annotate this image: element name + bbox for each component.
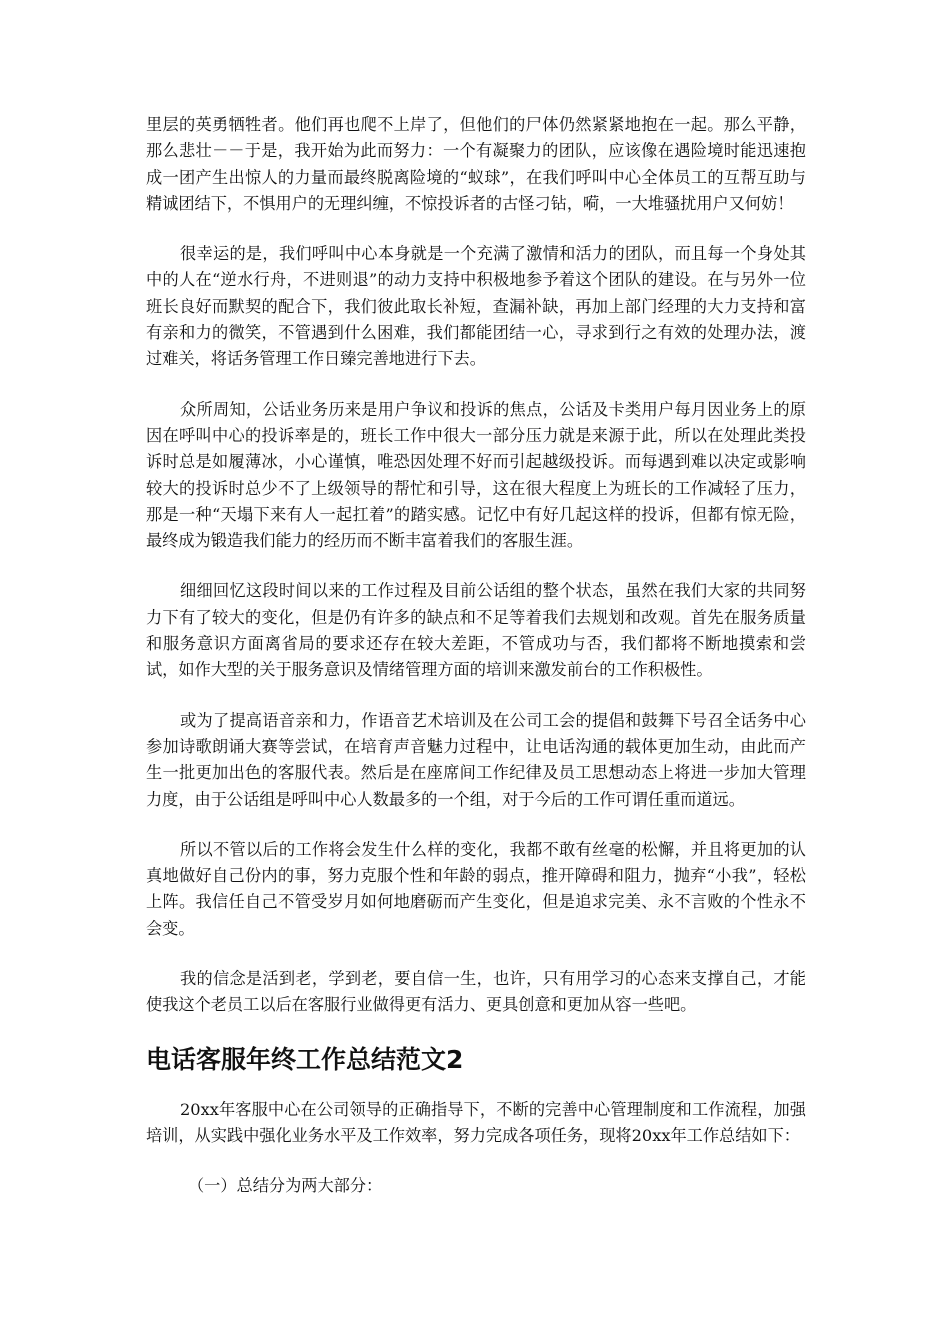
paragraph-3: 众所周知，公话业务历来是用户争议和投诉的焦点，公话及卡类用户每月因业务上的原因在呼叫中心的投诉率是的，班长工作中很大一部分压力就是来源于此，所以在处理此类投诉时总是如履薄冰，小心谨慎，唯恐因处理不好而引起越级投诉。而每遇到难以决定或影响较大的投诉时总少不了上级领导的帮忙和引导，这在很大程度上为班长的工作减轻了压力，那是一种“天塌下来有人一起扛着”的踏实感。记忆中有好几起这样的投诉，但都有惊无险，最终成为锻造我们能力的经历而不断丰富着我们的客服生涯。 (146, 399, 806, 551)
section-heading: 电话客服年终工作总结范文2 (146, 1044, 464, 1074)
paragraph-6: 所以不管以后的工作将会发生什么样的变化，我都不敢有丝毫的松懈，并且将更加的认真地做好自己份内的事，努力克服个性和年龄的弱点，推开障碍和阻力，抛弃“小我”，轻松上阵。我信任自己不管受岁月如何地磨砺而产生变化，但是追求完美、永不言败的个性永不会变。 (146, 839, 806, 938)
paragraph-7: 我的信念是活到老，学到老，要自信一生，也许，只有用学习的心态来支撑自己，才能使我这个老员工以后在客服行业做得更有活力、更具创意和更加从容一些吧。 (146, 969, 806, 1015)
paragraph-2: 很幸运的是，我们呼叫中心本身就是一个充满了激情和活力的团队，而且每一个身处其中的人在“逆水行舟，不进则退”的动力支持中积极地参予着这个团队的建设。在与另外一位班长良好而默契的配合下，我们彼此取长补短，查漏补缺，再加上部门经理的大力支持和富有亲和力的微笑，不管遇到什么困难，我们都能团结一心，寻求到行之有效的处理办法，渡过难关，将话务管理工作日臻完善地进行下去。 (146, 244, 806, 369)
paragraph-4: 细细回忆这段时间以来的工作过程及目前公话组的整个状态，虽然在我们大家的共同努力下有了较大的变化，但是仍有许多的缺点和不足等着我们去规划和改观。首先在服务质量和服务意识方面离省局的要求还存在较大差距，不管成功与否，我们都将不断地摸索和尝试，如作大型的关于服务意识及情绪管理方面的培训来激发前台的工作积极性。 (146, 581, 806, 680)
subheading: （一）总结分为两大部分： (188, 1176, 383, 1196)
document-body (146, 112, 806, 1200)
paragraph-intro: 20xx年客服中心在公司领导的正确指导下，不断的完善中心管理制度和工作流程，加强培训，从实践中强化业务水平及工作效率，努力完成各项任务，现将20xx年工作总结如下： (146, 1099, 806, 1145)
paragraph-5: 或为了提高语音亲和力，作语音艺术培训及在公司工会的提倡和鼓舞下号召全话务中心参加诗歌朗诵大赛等尝试，在培育声音魅力过程中，让电话沟通的载体更加生动，由此而产生一批更加出色的客服代表。然后是在座席间工作纪律及员工思想动态上将进一步加大管理力度，由于公话组是呼叫中心人数最多的一个组，对于今后的工作可谓任重而道远。 (146, 710, 806, 809)
paragraph-1: 里层的英勇牺牲者。他们再也爬不上岸了，但他们的尸体仍然紧紧地抱在一起。那么平静，那么悲壮－－于是，我开始为此而努力：一个有凝聚力的团队，应该像在遇险境时能迅速抱成一团产生出惊人的力量而最终脱离险境的“蚁球”，在我们呼叫中心全体员工的互帮互助与精诚团结下，不惧用户的无理纠缠，不惊投诉者的古怪刁钻，嗬，一大堆骚扰用户又何妨！ (146, 115, 806, 213)
